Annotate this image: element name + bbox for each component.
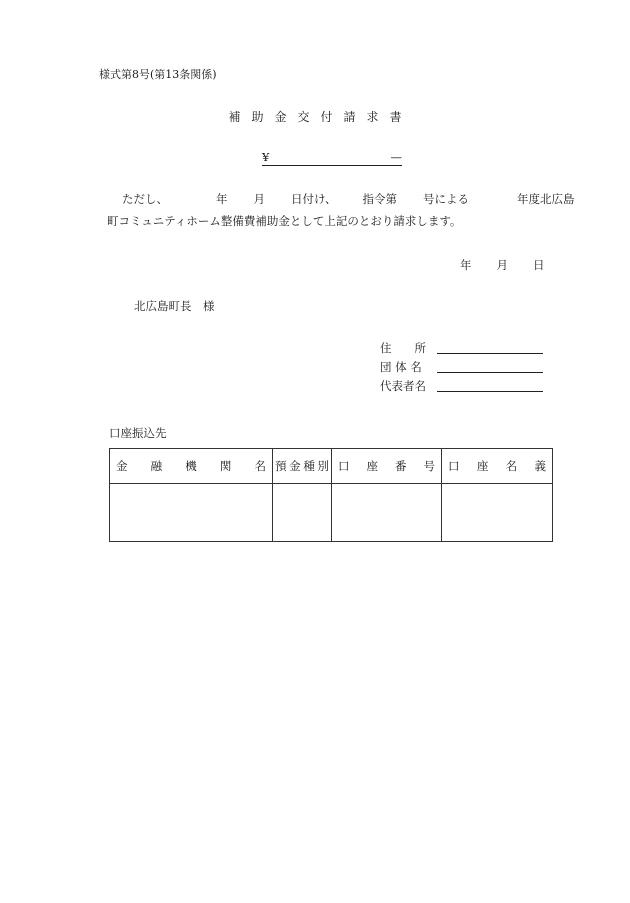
date-month: 月: [496, 258, 508, 272]
header-account-name-char-1: 座: [476, 459, 489, 473]
header-institution-text: [116, 458, 266, 474]
header-deposit-type-char-0: 預: [275, 459, 287, 473]
header-institution: [110, 449, 273, 484]
text-day-dated: 日付け、: [291, 192, 337, 206]
addressee: 北広島町長 様: [134, 299, 215, 313]
header-account-number-char-1: 座: [366, 459, 378, 473]
header-account-name: [442, 449, 553, 484]
header-account-number-char-2: 番: [395, 459, 407, 473]
text-tadashi: ただし、: [122, 192, 168, 206]
header-account-name-char-3: 義: [534, 459, 546, 473]
request-text-line-1: [122, 191, 575, 207]
header-institution-char-2: 機: [185, 459, 197, 473]
header-deposit-type: [273, 449, 332, 484]
request-date: [460, 257, 545, 273]
header-account-number: [332, 449, 442, 484]
header-account-name-char-2: 名: [505, 459, 518, 473]
text-fiscal-year: 年度北広島: [517, 192, 575, 206]
header-institution-char-4: 名: [254, 459, 266, 473]
amount-field[interactable]: [262, 150, 402, 166]
group-name-field[interactable]: [437, 372, 543, 373]
text-year: 年: [216, 192, 228, 206]
cell-institution[interactable]: [110, 484, 273, 542]
address-label: 住 所: [380, 341, 426, 355]
text-directive-no: 指令第: [362, 192, 398, 206]
header-deposit-type-char-1: 金: [289, 459, 301, 473]
bank-table-header: [110, 449, 553, 484]
cell-deposit-type[interactable]: [273, 484, 332, 542]
representative-label: 代表者名: [380, 379, 426, 393]
header-account-name-char-0: 口: [448, 459, 460, 473]
header-institution-char-1: 融: [150, 459, 163, 473]
representative-field[interactable]: [437, 391, 543, 392]
text-by-number: 号による: [423, 192, 470, 206]
date-day: 日: [533, 258, 545, 272]
request-text-line-2: 町コミュニティホーム整備費補助金として上記のとおり請求します。: [107, 214, 462, 228]
header-account-number-text: [338, 458, 435, 474]
header-institution-char-3: 関: [219, 459, 232, 473]
header-account-number-char-0: 口: [338, 459, 350, 473]
text-month: 月: [253, 192, 265, 206]
form-number: 様式第8号(第13条関係): [99, 68, 217, 81]
header-deposit-type-char-2: 種: [303, 459, 315, 473]
document-title: 補助金交付請求書: [228, 110, 413, 124]
header-institution-char-0: 金: [116, 459, 128, 473]
bank-account-table: [109, 448, 553, 542]
cell-account-number[interactable]: [332, 484, 442, 542]
date-year: 年: [460, 258, 472, 272]
bank-table-entry-row: [110, 484, 553, 542]
cell-account-name[interactable]: [442, 484, 553, 542]
yen-symbol: ¥: [262, 150, 270, 164]
amount-dash: —: [390, 150, 402, 164]
group-name-label: 団 体 名: [380, 360, 422, 374]
address-field[interactable]: [437, 353, 543, 354]
header-deposit-type-char-3: 別: [317, 459, 329, 473]
bank-transfer-caption: 口座振込先: [109, 426, 167, 440]
header-deposit-type-text: [275, 458, 329, 474]
header-account-name-text: [448, 458, 546, 474]
header-account-number-char-3: 号: [423, 459, 435, 473]
